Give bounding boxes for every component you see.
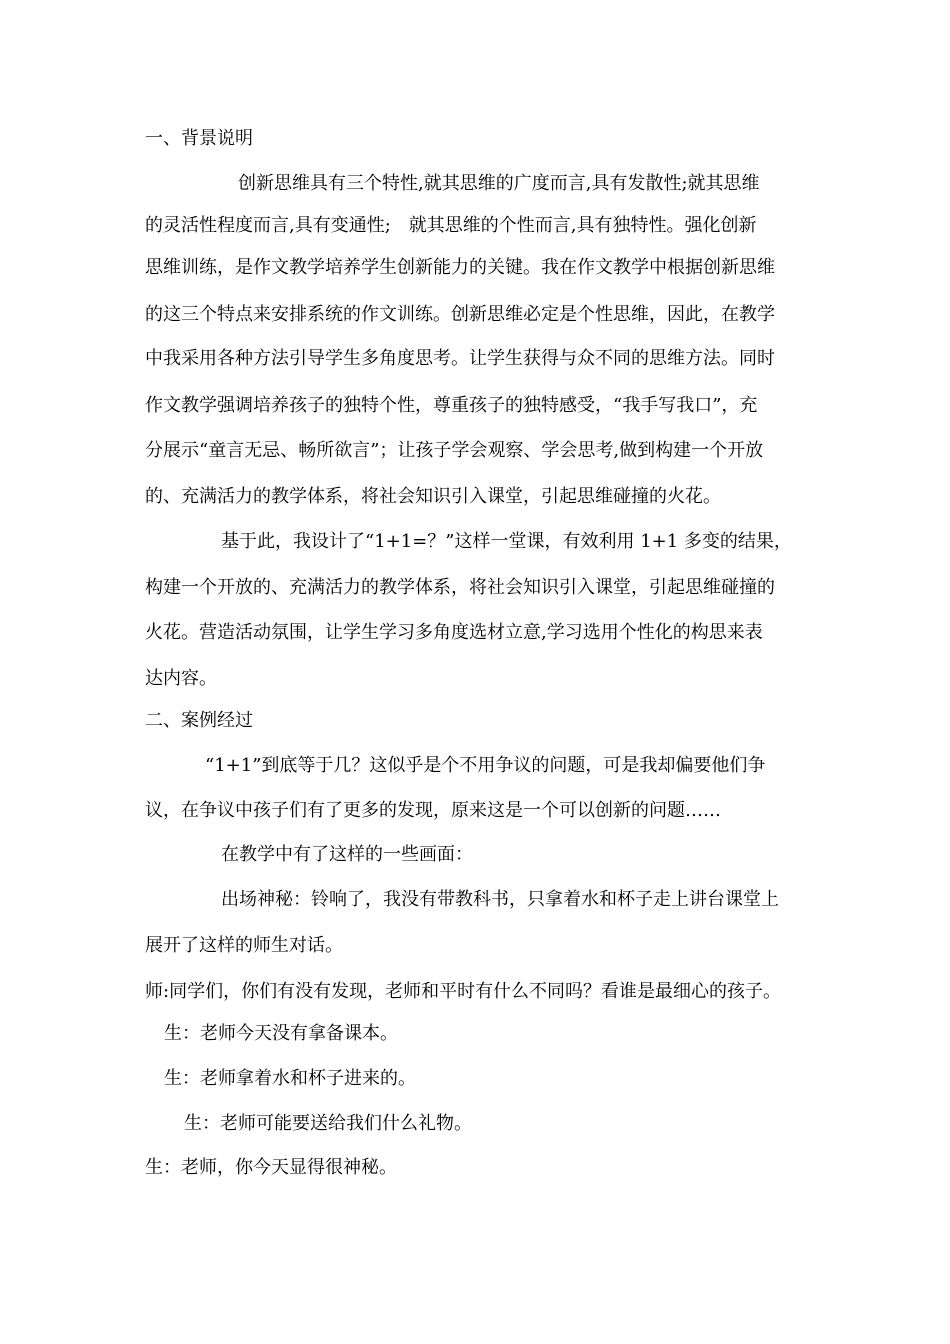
paragraph-line: 创新思维具有三个特性,就其思维的广度而言,具有发散性;就其思维 (238, 173, 760, 194)
paragraph-line: 出场神秘：铃响了，我没有带教科书，只拿着水和杯子走上讲台课堂上 (221, 889, 779, 910)
paragraph-line: 思维训练，是作文教学培养学生创新能力的关键。我在作文教学中根据创新思维 (145, 257, 775, 278)
paragraph-line: “1+1”到底等于几？这似乎是个不用争议的问题，可是我却偏要他们争 (205, 755, 766, 776)
dialogue-student-line: 生：老师今天没有拿备课本。 (164, 1023, 398, 1044)
dialogue-student-line: 生：老师拿着水和杯子进来的。 (164, 1068, 416, 1089)
paragraph-line: 议，在争议中孩子们有了更多的发现，原来这是一个可以创新的问题…… (145, 800, 721, 821)
dialogue-student-line: 生：老师可能要送给我们什么礼物。 (184, 1113, 472, 1134)
paragraph-line: 的、充满活力的教学体系，将社会知识引入课堂，引起思维碰撞的火花。 (145, 486, 721, 507)
section-heading-case: 二、案例经过 (145, 710, 253, 731)
paragraph-line: 中我采用各种方法引导学生多角度思考。让学生获得与众不同的思维方法。同时 (145, 348, 775, 369)
paragraph-line: 在教学中有了这样的一些画面： (221, 844, 473, 865)
section-heading-background: 一、背景说明 (145, 128, 253, 149)
paragraph-line: 火花。营造活动氛围，让学生学习多角度选材立意,学习选用个性化的构思来表 (145, 622, 763, 643)
paragraph-line: 作文教学强调培养孩子的独特个性，尊重孩子的独特感受，“我手写我口”，充 (145, 395, 758, 416)
paragraph-line: 展开了这样的师生对话。 (145, 935, 343, 956)
paragraph-line: 分展示“童言无忌、畅所欲言”；让孩子学会观察、学会思考,做到构建一个开放 (145, 440, 764, 461)
paragraph-line: 基于此，我设计了“1+1=？”这样一堂课，有效利用 1+1 多变的结果， (221, 531, 792, 552)
paragraph-line: 的这三个特点来安排系统的作文训练。创新思维必定是个性思维，因此，在教学 (145, 304, 775, 325)
paragraph-line: 的灵活性程度而言,具有变通性; 就其思维的个性而言,具有独特性。强化创新 (145, 215, 757, 236)
paragraph-line: 达内容。 (145, 668, 217, 689)
dialogue-teacher-line: 师:同学们，你们有没有发现，老师和平时有什么不同吗？看谁是最细心的孩子。 (145, 981, 782, 1002)
dialogue-student-line: 生：老师，你今天显得很神秘。 (145, 1157, 397, 1178)
paragraph-line: 构建一个开放的、充满活力的教学体系，将社会知识引入课堂，引起思维碰撞的 (145, 577, 775, 598)
